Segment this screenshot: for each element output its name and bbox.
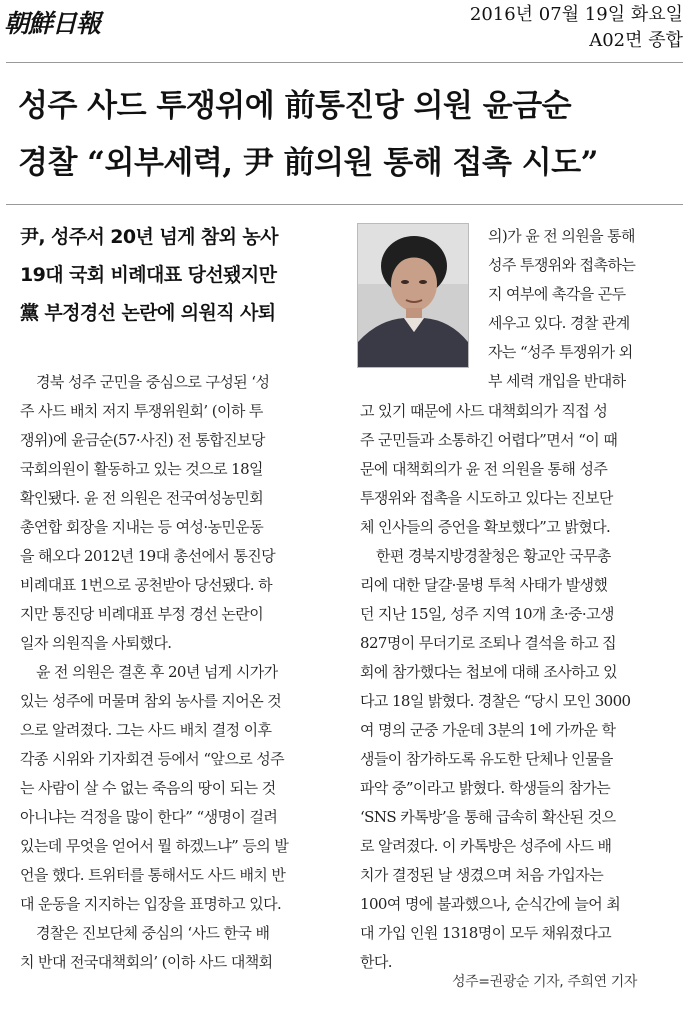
article-line: 세우고 있다. 경찰 관계 — [488, 314, 630, 332]
article-line: 각종 시위와 기자회견 등에서 “앞으로 성주 — [20, 750, 285, 768]
article-line: 100여 명에 불과했으나, 순식간에 늘어 최 — [360, 895, 621, 913]
article-line: 의)가 윤 전 의원을 통해 — [488, 227, 635, 245]
article-line: 치가 결정된 날 생겼으며 처음 가입자는 — [360, 866, 604, 884]
article-line: 회에 참가했다는 첩보에 대해 조사하고 있 — [360, 663, 617, 681]
article-column-right — [360, 397, 682, 977]
article-line: 국회의원이 활동하고 있는 것으로 18일 — [20, 460, 263, 478]
article-line: 여 명의 군중 가운데 3분의 1에 가까운 학 — [360, 721, 616, 739]
article-line: 827명이 무더기로 조퇴나 결석을 하고 집 — [360, 634, 617, 652]
headline-divider — [6, 204, 683, 205]
article-line: 리에 대한 달걀·물병 투척 사태가 발생했 — [360, 576, 608, 594]
article-line: 로 알려졌다. 이 카톡방은 성주에 사드 배 — [360, 837, 612, 855]
headline — [18, 78, 678, 192]
article-line: 주 사드 배치 저지 투쟁위원회’ (이하 투 — [20, 402, 263, 420]
headline-line-2: 경찰 “외부세력, 尹 前의원 통해 접촉 시도” — [18, 145, 598, 181]
article-line: 문에 대책회의가 윤 전 의원을 통해 성주 — [360, 460, 608, 478]
article-line: 을 해오다 2012년 19대 총선에서 통진당 — [20, 547, 276, 565]
article-line: 경북 성주 군민을 중심으로 구성된 ‘성 — [36, 373, 270, 391]
newspaper-logo: 朝鮮日報 — [4, 9, 101, 38]
article-line: 는 사람이 살 수 없는 죽음의 땅이 되는 것 — [20, 779, 276, 797]
article-line: 경찰은 진보단체 중심의 ‘사드 한국 배 — [36, 924, 270, 942]
article-line: 한다. — [360, 953, 392, 971]
article-line: 체 인사들의 증언을 확보했다”고 밝혔다. — [360, 518, 611, 536]
article-line: 쟁위)에 윤금순(57·사진) 전 통합진보당 — [20, 431, 265, 449]
headline-line-1: 성주 사드 투쟁위에 前통진당 의원 윤금순 — [18, 88, 572, 124]
article-line: 대 가입 인원 1318명이 모두 채워졌다고 — [360, 924, 612, 942]
article-line: 고 있기 때문에 사드 대책회의가 직접 성 — [360, 402, 608, 420]
article-line: 대 운동을 지지하는 입장을 표명하고 있다. — [20, 895, 282, 913]
article-line: 지 여부에 촉각을 곤두 — [488, 285, 626, 303]
edition-info — [470, 2, 683, 54]
byline: 성주=권광순 기자, 주희연 기자 — [452, 974, 638, 990]
article-line: ‘SNS 카톡방’을 통해 급속히 확산된 것으 — [360, 808, 616, 826]
article-column-left — [20, 368, 342, 977]
portrait-photo — [357, 223, 469, 368]
article-line: 윤 전 의원은 결혼 후 20년 넘게 시가가 — [36, 663, 278, 681]
portrait-photo-icon — [358, 224, 468, 367]
subheadline — [20, 218, 345, 332]
article-line: 아니냐는 걱정을 많이 한다” “생명이 걸려 — [20, 808, 278, 826]
article-line: 다고 18일 밝혔다. 경찰은 “당시 모인 3000 — [360, 692, 631, 710]
article-line: 주 군민들과 소통하긴 어렵다”면서 “이 때 — [360, 431, 618, 449]
article-line: 부 세력 개입을 반대하 — [488, 372, 626, 390]
subhead-line: 尹, 성주서 20년 넘게 참외 농사 — [20, 226, 278, 248]
article-line: 던 지난 15일, 성주 지역 10개 초·중·고생 — [360, 605, 614, 623]
article-line: 투쟁위와 접촉을 시도하고 있다는 진보단 — [360, 489, 613, 507]
article-line: 생들이 참가하도록 유도한 단체나 인물을 — [360, 750, 613, 768]
masthead — [0, 0, 689, 62]
article-line: 확인됐다. 윤 전 의원은 전국여성농민회 — [20, 489, 264, 507]
article-line: 치 반대 전국대책회의’ (이하 사드 대책회 — [20, 953, 273, 971]
page-line: A02면 종합 — [589, 30, 683, 51]
article-line: 비례대표 1번으로 공천받아 당선됐다. 하 — [20, 576, 273, 594]
article-line: 자는 “성주 투쟁위가 외 — [488, 343, 633, 361]
article-line: 으로 알려졌다. 그는 사드 배치 결정 이후 — [20, 721, 272, 739]
subhead-line: 黨 부정경선 논란에 의원직 사퇴 — [20, 302, 276, 324]
article-line: 한편 경북지방경찰청은 황교안 국무총 — [376, 547, 611, 565]
masthead-divider — [6, 62, 683, 63]
article-line: 일자 의원직을 사퇴했다. — [20, 634, 172, 652]
article-line: 성주 투쟁위와 접촉하는 — [488, 256, 636, 274]
article-line: 있는 성주에 머물며 참외 농사를 지어온 것 — [20, 692, 282, 710]
subhead-line: 19대 국회 비례대표 당선됐지만 — [20, 264, 277, 286]
article-line: 지만 통진당 비례대표 부정 경선 논란이 — [20, 605, 264, 623]
article-line: 총연합 회장을 지내는 등 여성·농민운동 — [20, 518, 264, 536]
article-line: 있는데 무엇을 얻어서 뭘 하겠느냐” 등의 발 — [20, 837, 289, 855]
article-column-right-top — [488, 222, 680, 396]
article-line: 파악 중”이라고 밝혔다. 학생들의 참가는 — [360, 779, 611, 797]
article-line: 언을 했다. 트위터를 통해서도 사드 배치 반 — [20, 866, 286, 884]
date-line: 2016년 07월 19일 화요일 — [469, 4, 683, 25]
